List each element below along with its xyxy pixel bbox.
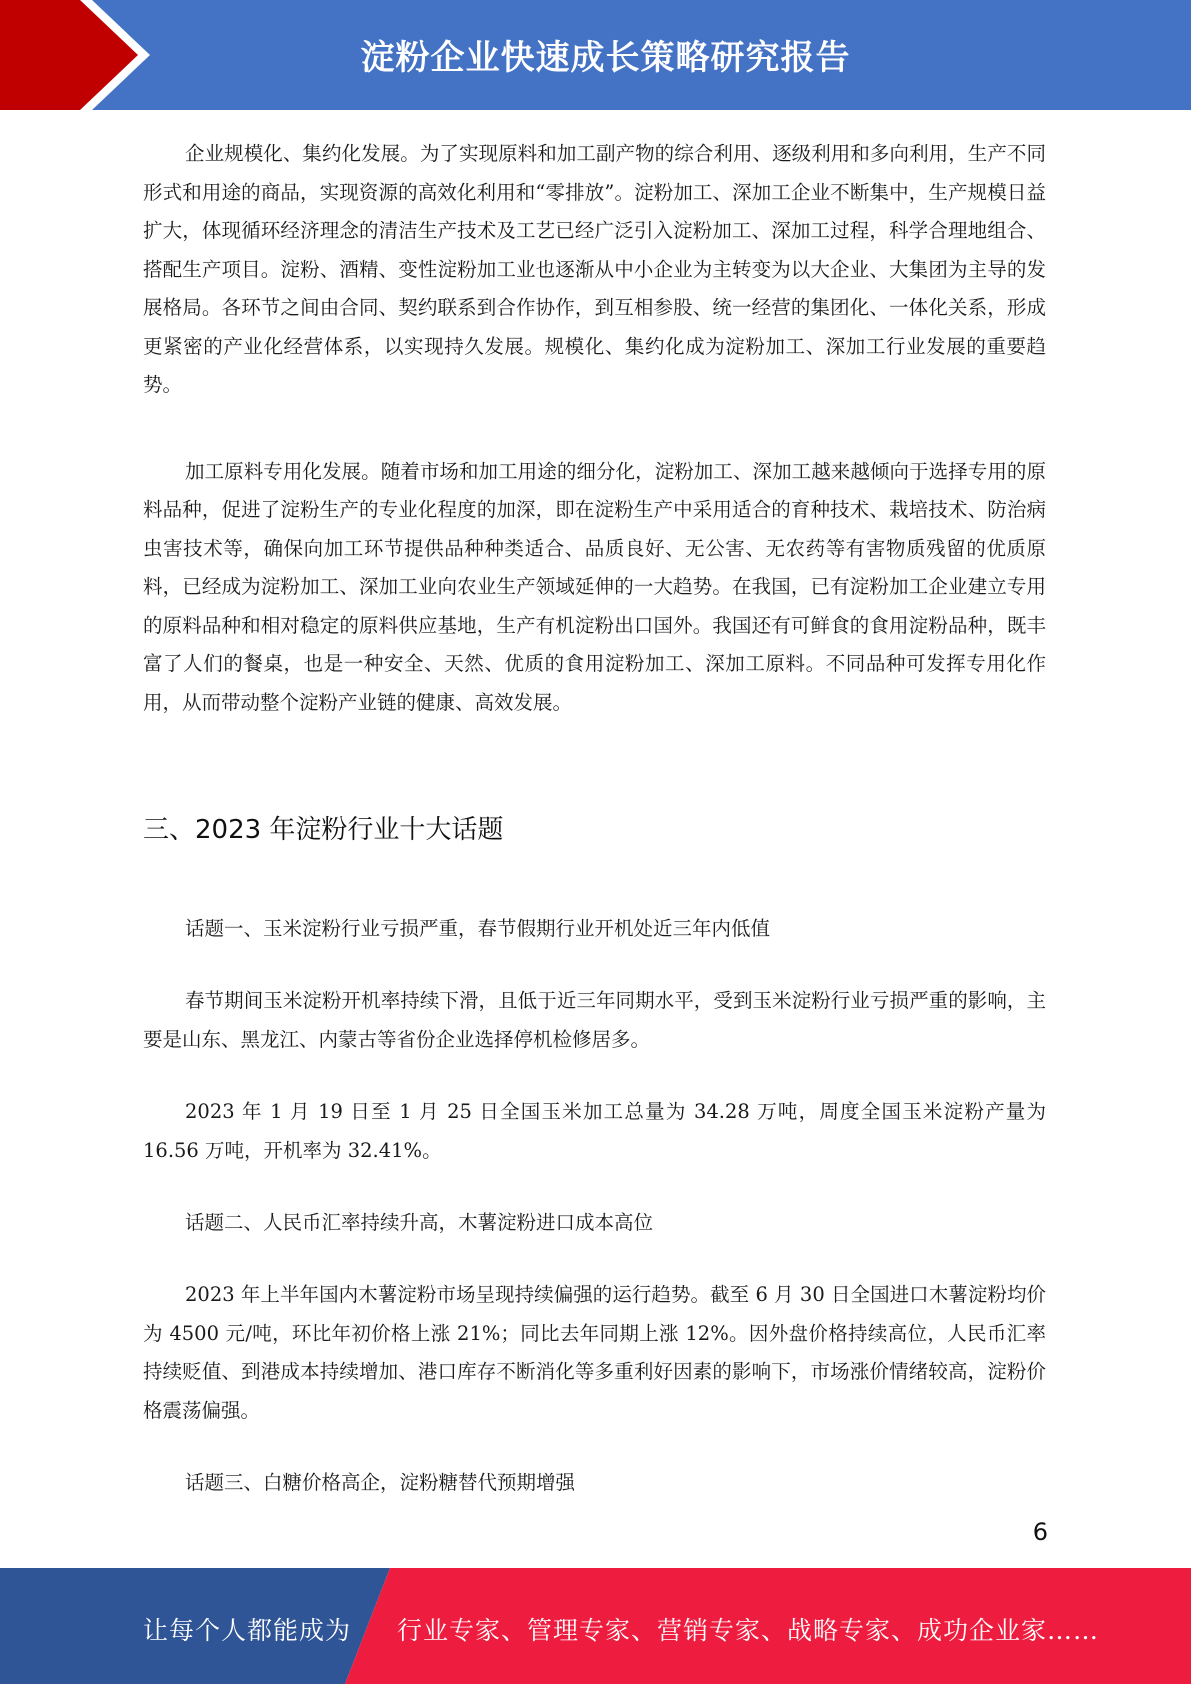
topic-1-paragraph-1: 春节期间玉米淀粉开机率持续下滑，且低于近三年同期水平，受到玉米淀粉行业亏损严重的影响，主要是山东、黑龙江、内蒙古等省份企业选择停机检修居多。	[143, 989, 1046, 1051]
topic-1-paragraph-2: 2023 年 1 月 19 日至 1 月 25 日全国玉米加工总量为 34.28 万吨，周度全国玉米淀粉产量为 16.56 万吨，开机率为 32.41%。	[143, 1100, 1046, 1162]
page-header	[0, 0, 1191, 110]
topic-3-title: 话题三、白糖价格高企，淀粉糖替代预期增强	[185, 1471, 576, 1494]
report-title: 淀粉企业快速成长策略研究报告	[360, 38, 851, 78]
topic-2-title: 话题二、人民币汇率持续升高，木薯淀粉进口成本高位	[185, 1211, 654, 1234]
footer-slogan-right: 行业专家、管理专家、营销专家、战略专家、成功企业家……	[397, 1616, 1100, 1645]
paragraph-scale: 企业规模化、集约化发展。为了实现原料和加工副产物的综合利用、逐级利用和多向利用，生产不同形式和用途的商品，实现资源的高效化利用和“零排放”。淀粉加工、深加工企业不断集中，生产规模日益扩大，体现循环经济理念的清洁生产技术及工艺已经广泛引入淀粉加工、深加工过程，科学合理地组合、搭配生产项目。淀粉、酒精、变性淀粉加工业也逐渐从中小企业为主转变为以大企业、大集团为主导的发展格局。各环节之间由合同、契约联系到合作协作，到互相参股、统一经营的集团化、一体化关系，形成更紧密的产业化经营体系，以实现持久发展。规模化、集约化成为淀粉加工、深加工行业发展的重要趋势。	[143, 142, 1046, 396]
topic-1-title: 话题一、玉米淀粉行业亏损严重，春节假期行业开机处近三年内低值	[185, 917, 771, 940]
page-footer	[0, 1568, 1191, 1684]
paragraph-raw-material: 加工原料专用化发展。随着市场和加工用途的细分化，淀粉加工、深加工越来越倾向于选择专用的原料品种，促进了淀粉生产的专业化程度的加深，即在淀粉生产中采用适合的育种技术、栽培技术、防治病虫害技术等，确保向加工环节提供品种种类适合、品质良好、无公害、无农药等有害物质残留的优质原料，已经成为淀粉加工、深加工业向农业生产领域延伸的一大趋势。在我国，已有淀粉加工企业建立专用的原料品种和相对稳定的原料供应基地，生产有机淀粉出口国外。我国还有可鲜食的食用淀粉品种，既丰富了人们的餐桌，也是一种安全、天然、优质的食用淀粉加工、深加工原料。不同品种可发挥专用化作用，从而带动整个淀粉产业链的健康、高效发展。	[143, 459, 1046, 714]
page-number: 6	[1032, 1518, 1048, 1546]
footer-slogan-left: 让每个人都能成为	[143, 1616, 352, 1645]
section-heading: 三、2023 年淀粉行业十大话题	[143, 815, 504, 845]
page-content	[143, 135, 1046, 1502]
topic-2-paragraph-1: 2023 年上半年国内木薯淀粉市场呈现持续偏强的运行趋势。截至 6 月 30 日全国进口木薯淀粉均价为 4500 元/吨，环比年初价格上涨 21%；同比去年同期上涨 12%。因外盘价格持续高位，人民币汇率持续贬值、到港成本持续增加、港口库存不断消化等多重利好因素的影响下，市场涨价情绪较高，淀粉价格震荡偏强。	[143, 1283, 1046, 1422]
